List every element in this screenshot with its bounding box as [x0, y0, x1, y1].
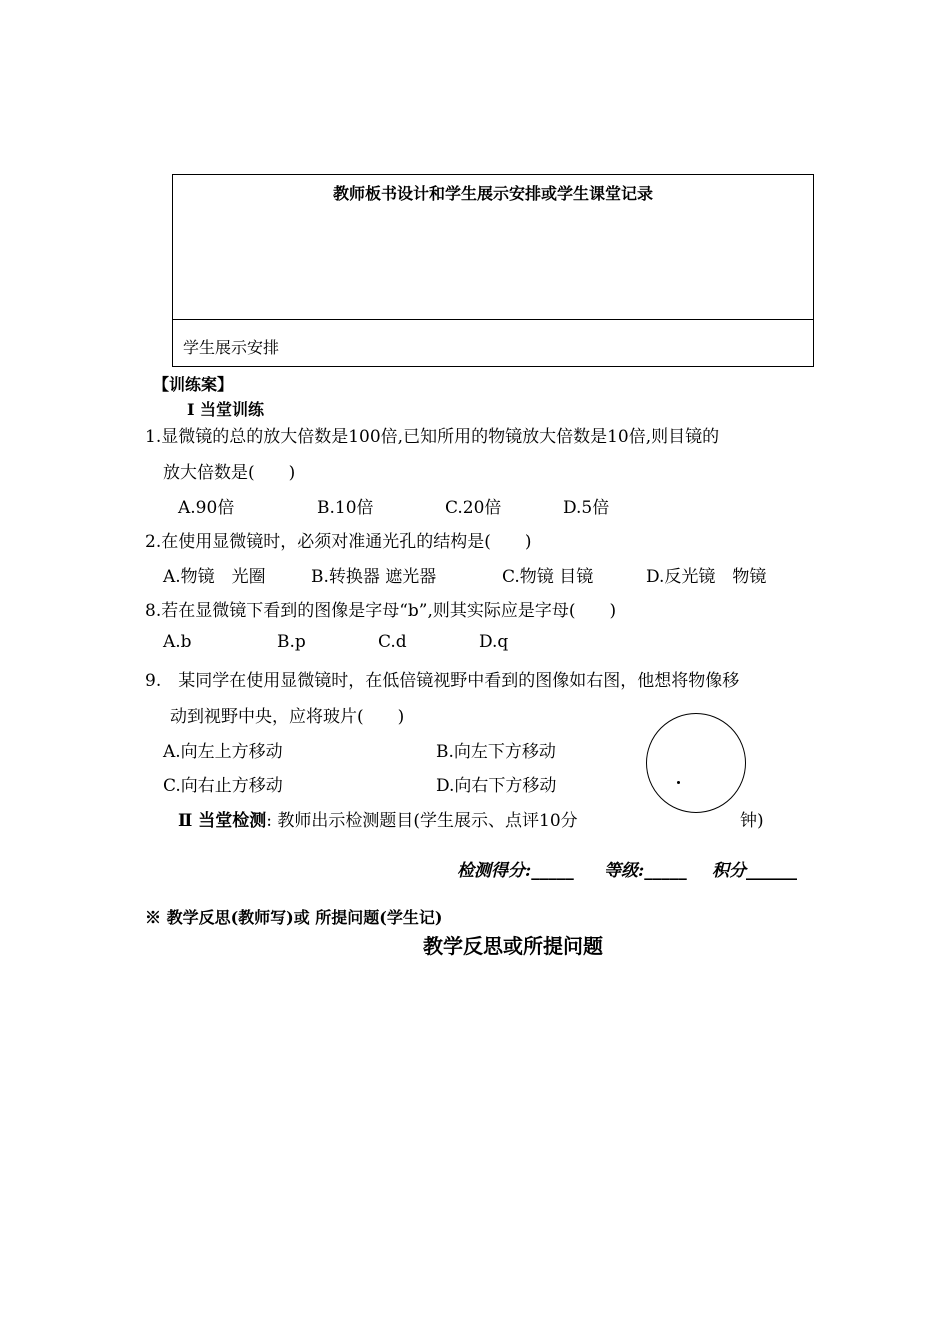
question-8-option-a: A.b	[163, 632, 192, 652]
training-header: 【训练案】	[153, 375, 234, 394]
question-2-option-d: D.反光镜 物镜	[646, 567, 767, 587]
question-2-option-c: C.物镜 目镜	[502, 567, 594, 587]
question-9-option-d: D.向右下方移动	[436, 776, 557, 796]
question-8-option-c: C.d	[378, 632, 407, 652]
question-9-option-a: A.向左上方移动	[163, 742, 283, 762]
question-9-line2: 动到视野中央，应将玻片( )	[170, 707, 405, 727]
section-in-class-test-tail: 钟)	[740, 811, 764, 831]
question-1-option-c: C.20倍	[445, 498, 502, 518]
grade-field: 等级:_____	[604, 861, 687, 881]
specimen-dot	[677, 781, 680, 784]
section-in-class-test-text: : 教师出示检测题目(学生展示、点评10分	[266, 811, 578, 831]
question-1-option-b: B.10倍	[317, 498, 374, 518]
board-design-title: 教师板书设计和学生展示安排或学生课堂记录	[332, 184, 653, 203]
question-1-option-d: D.5倍	[563, 498, 610, 518]
question-9-option-c: C.向右止方移动	[163, 776, 283, 796]
table-divider	[173, 319, 813, 320]
question-9-option-b: B.向左下方移动	[436, 742, 556, 762]
section-in-class-test	[178, 806, 578, 831]
question-1-option-a: A.90倍	[178, 498, 235, 518]
question-2-option-a: A.物镜 光圈	[163, 567, 266, 587]
student-display-label: 学生展示安排	[183, 338, 280, 357]
question-2-line1: 2.在使用显微镜时，必须对准通光孔的结构是( )	[145, 532, 532, 552]
microscope-field-of-view-figure	[646, 713, 746, 813]
question-2-option-b: B.转换器 遮光器	[311, 567, 437, 587]
section-in-class-training: Ⅰ 当堂训练	[187, 400, 265, 419]
section-in-class-test-label: Ⅱ 当堂检测	[178, 811, 267, 831]
question-1-line2: 放大倍数是( )	[163, 463, 296, 483]
reflection-note: ※ 教学反思(教师写)或 所提问题(学生记)	[145, 908, 443, 927]
points-field: 积分______	[712, 861, 797, 881]
test-score-field: 检测得分:_____	[457, 861, 574, 881]
board-design-table	[172, 174, 814, 367]
question-9-line1: 9. 某同学在使用显微镜时，在低倍镜视野中看到的图像如右图，他想将物像移	[145, 671, 740, 691]
question-8-option-d: D.q	[479, 632, 509, 652]
question-1-line1: 1.显微镜的总的放大倍数是100倍,已知所用的物镜放大倍数是10倍,则目镜的	[145, 427, 720, 447]
reflection-heading: 教学反思或所提问题	[423, 934, 603, 958]
question-8-option-b: B.p	[277, 632, 306, 652]
question-8-line1: 8.若在显微镜下看到的图像是字母“b”,则其实际应是字母( )	[145, 601, 617, 621]
